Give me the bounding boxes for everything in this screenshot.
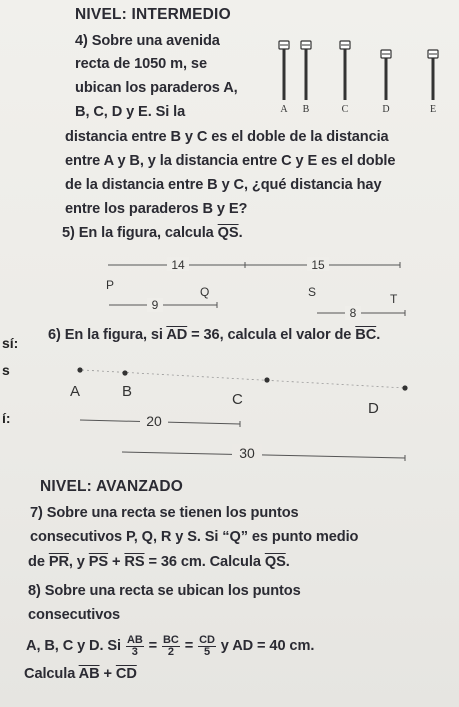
point-b-dot — [122, 370, 127, 375]
problem-8-text-a: A, B, C y D. Si — [26, 638, 121, 654]
point-s: S — [308, 285, 317, 299]
fraction-denominator: 5 — [203, 645, 210, 658]
problem-5-text: 5) En la figura, calcula — [62, 225, 214, 241]
bus-stop-d — [381, 50, 391, 100]
plus-sign: + — [99, 666, 116, 682]
bus-stop-c — [340, 41, 350, 100]
problem-4-line-7: de la distancia entre B y C, ¿qué distancia hay — [65, 177, 382, 193]
equals-sign: = — [148, 638, 158, 654]
problem-4-line-6: entre A y B, y la distancia entre C y E es el doble — [65, 153, 396, 169]
point-t: T — [390, 292, 398, 306]
label-c: C — [232, 391, 243, 408]
fraction-denominator: 3 — [131, 645, 138, 658]
point-d-dot — [402, 385, 407, 390]
problem-6-text-b: = 36, calcula el valor de — [187, 327, 352, 343]
fraction-numerator: AB — [126, 633, 143, 646]
fraction-numerator: CD — [199, 633, 215, 646]
period: . — [376, 327, 381, 343]
stop-label-b: B — [302, 104, 310, 115]
level-intermediate-heading: NIVEL: INTERMEDIO — [75, 6, 231, 23]
fraction-ab-over-3 — [126, 635, 144, 658]
point-p: P — [106, 278, 115, 292]
problem-4-line-1: 4) Sobre una avenida — [75, 33, 220, 49]
segment-pr: $\overline{PR}$ — [48, 554, 69, 570]
segment-rs: $\overline{RS}$ — [124, 554, 145, 570]
problem-8-text-b: y AD = 40 cm. — [220, 638, 315, 654]
point-c-dot — [264, 377, 269, 382]
segment-qs: $\overline{QS}$ — [264, 554, 286, 570]
problem-5-line-1 — [62, 224, 243, 242]
measure-14: 14 — [171, 258, 185, 272]
measure-30: 30 — [239, 445, 255, 461]
problem-7-line-3 — [28, 553, 290, 571]
problem-4-line-8: entre los paraderos B y E? — [65, 201, 248, 217]
fraction-cd-over-5 — [198, 635, 216, 658]
fraction-numerator: BC — [163, 633, 179, 646]
stop-label-c: C — [341, 104, 349, 115]
margin-fragment-s: s — [2, 362, 10, 378]
bus-stop-b — [301, 41, 311, 100]
fraction-denominator: 2 — [167, 645, 174, 658]
point-a-dot — [77, 367, 82, 372]
problem-7-line-2: consecutivos P, Q, R y S. Si “Q” es punto medio — [30, 529, 359, 545]
bus-stops-figure — [270, 30, 450, 122]
problem-4-line-5: distancia entre B y C es el doble de la distancia — [65, 129, 389, 145]
measure-8: 8 — [349, 306, 357, 320]
label-d: D — [368, 400, 379, 417]
margin-fragment-i: í: — [2, 410, 11, 426]
problem-7-text-b: , y — [68, 554, 85, 570]
problem-8-line-2: consecutivos — [28, 607, 121, 623]
segment-qs: $\overline{QS}$ — [217, 225, 239, 241]
problem-4-line-2: recta de 1050 m, se — [75, 56, 207, 72]
segment-ps: $\overline{PS}$ — [88, 554, 109, 570]
measure-line-30 — [122, 452, 405, 458]
period: . — [285, 554, 290, 570]
problem-8-line-3 — [26, 633, 314, 659]
level-advanced-heading: NIVEL: AVANZADO — [40, 478, 184, 495]
problem-7-line-1: 7) Sobre una recta se tienen los puntos — [30, 505, 299, 521]
measure-15: 15 — [311, 258, 325, 272]
problem-5-figure — [95, 253, 415, 321]
stop-label-a: A — [280, 104, 288, 115]
segment-cd: $\overline{CD}$ — [115, 666, 137, 682]
measure-20: 20 — [146, 413, 162, 429]
label-b: B — [122, 383, 133, 400]
equals-sign: = — [184, 638, 194, 654]
problem-4-line-4: B, C, D y E. Si la — [75, 104, 186, 120]
problem-6-text-a: 6) En la figura, si — [48, 327, 163, 343]
problem-8-line-4 — [24, 665, 137, 683]
plus-sign: + — [108, 554, 125, 570]
stop-label-e: E — [429, 104, 437, 115]
problem-7-text-a: de — [28, 554, 45, 570]
bus-stop-a — [279, 41, 289, 100]
problem-7-text-c: = 36 cm. Calcula — [144, 554, 261, 570]
stop-label-d: D — [382, 104, 390, 115]
bus-stop-e — [428, 50, 438, 100]
point-q: Q — [200, 285, 210, 299]
label-a: A — [70, 383, 81, 400]
period: . — [238, 225, 243, 241]
margin-fragment-si: sí: — [2, 335, 19, 351]
problem-8-text-c: Calcula — [24, 666, 76, 682]
segment-bc: $\overline{BC}$ — [355, 327, 377, 343]
problem-8-line-1: 8) Sobre una recta se ubican los puntos — [28, 583, 301, 599]
problem-6-figure — [60, 358, 410, 468]
fraction-bc-over-2 — [162, 635, 180, 658]
problem-6-line-1 — [48, 326, 380, 344]
problem-4-line-3: ubican los paraderos A, — [75, 80, 238, 96]
measure-9: 9 — [151, 298, 159, 312]
segment-ab: $\overline{AB}$ — [78, 666, 100, 682]
segment-ad: $\overline{AD}$ — [166, 327, 188, 343]
